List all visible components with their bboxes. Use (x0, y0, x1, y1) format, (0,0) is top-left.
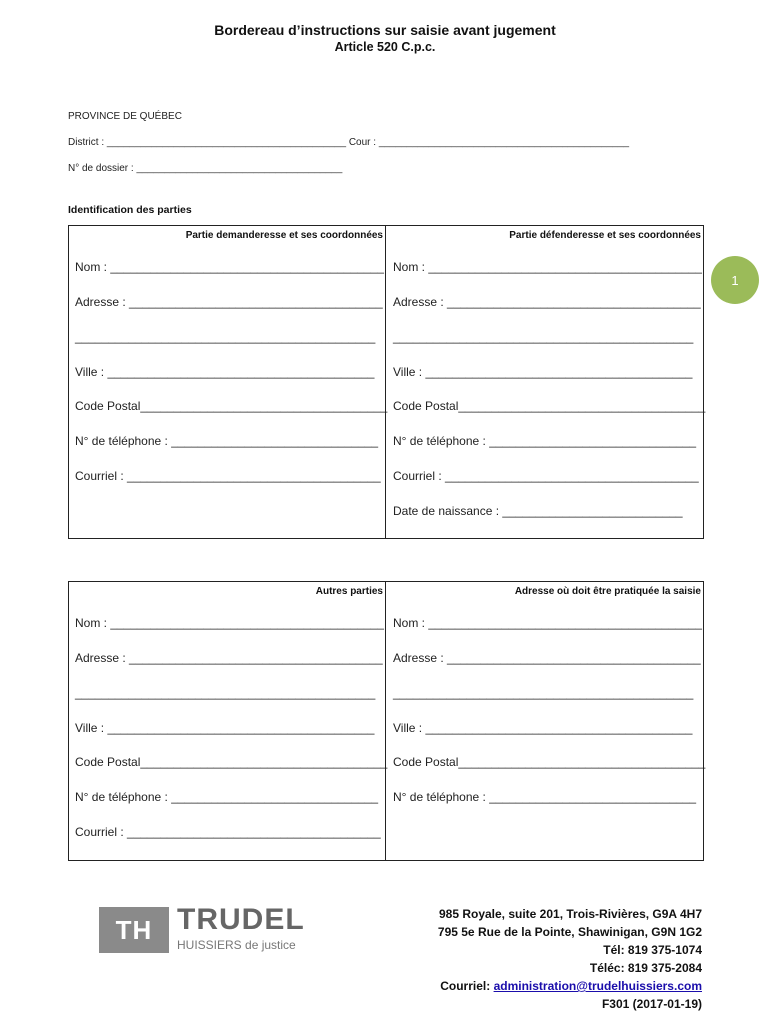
seizure-name-field[interactable]: Nom : _________________________________________ (393, 616, 702, 630)
seizure-address2-field[interactable]: _____________________________________________ (393, 686, 694, 700)
other-email-field[interactable]: Courriel : ______________________________________ (75, 825, 381, 839)
defendant-phone-field[interactable]: N° de téléphone : _______________________________ (393, 434, 697, 448)
document-subtitle: Article 520 C.p.c. (334, 40, 436, 54)
seizure-address-header: Adresse où doit être pratiquée la saisie (514, 586, 701, 597)
defendant-email-field[interactable]: Courriel : ______________________________________ (393, 469, 699, 483)
page-number-badge: 1 (711, 256, 759, 304)
seizure-postal-field[interactable]: Code Postal_____________________________________ (393, 755, 706, 769)
contact-tel: Tél: 819 375-1074 (603, 943, 702, 957)
defendant-column (393, 226, 705, 538)
contact-address2: 795 5e Rue de la Pointe, Shawinigan, G9N 1G2 (437, 925, 702, 939)
defendant-city-field[interactable]: Ville : ________________________________________ (393, 365, 693, 379)
trudel-logo (99, 905, 311, 955)
dossier-row (68, 163, 342, 174)
dossier-blank[interactable]: _____________________________________ (136, 163, 343, 174)
parties-table (68, 225, 704, 539)
seizure-address-column (393, 582, 705, 860)
seizure-city-field[interactable]: Ville : ________________________________________ (393, 721, 693, 735)
plaintiff-address-field[interactable]: Adresse : ______________________________________ (75, 295, 383, 309)
plaintiff-email-field[interactable]: Courriel : ______________________________________ (75, 469, 381, 483)
other-address-field[interactable]: Adresse : ______________________________________ (75, 651, 383, 665)
logo-name: TRUDEL (177, 903, 305, 936)
plaintiff-phone-field[interactable]: N° de téléphone : _______________________________ (75, 434, 379, 448)
other-city-field[interactable]: Ville : ________________________________________ (75, 721, 375, 735)
logo-mark: TH (99, 907, 169, 953)
defendant-header: Partie défenderesse et ses coordonnées (509, 230, 701, 241)
document-title: Bordereau d’instructions sur saisie avant jugement (214, 22, 556, 38)
plaintiff-address2-field[interactable]: _____________________________________________ (75, 330, 376, 344)
plaintiff-name-field[interactable]: Nom : _________________________________________ (75, 260, 384, 274)
defendant-birthdate-field[interactable]: Date de naissance : ___________________________ (393, 504, 683, 518)
cour-blank[interactable]: _____________________________________________ (378, 137, 630, 148)
plaintiff-postal-field[interactable]: Code Postal_____________________________________ (75, 399, 388, 413)
logo-subtitle: HUISSIERS de justice (177, 938, 296, 952)
other-phone-field[interactable]: N° de téléphone : _______________________________ (75, 790, 379, 804)
district-blank[interactable]: ___________________________________________ (106, 137, 347, 148)
other-parties-table (68, 581, 704, 861)
district-row (68, 137, 629, 148)
other-name-field[interactable]: Nom : _________________________________________ (75, 616, 384, 630)
other-address2-field[interactable]: _____________________________________________ (75, 686, 376, 700)
other-parties-column (75, 582, 387, 860)
contact-block (438, 905, 702, 1013)
form-code: F301 (2017-01-19) (601, 997, 702, 1011)
cour-label: Cour : (348, 137, 377, 148)
other-postal-field[interactable]: Code Postal_____________________________________ (75, 755, 388, 769)
defendant-address2-field[interactable]: _____________________________________________ (393, 330, 694, 344)
contact-email-row (438, 977, 702, 995)
plaintiff-header: Partie demanderesse et ses coordonnées (185, 230, 383, 241)
seizure-address-field[interactable]: Adresse : ______________________________________ (393, 651, 701, 665)
seizure-phone-field[interactable]: N° de téléphone : _______________________________ (393, 790, 697, 804)
plaintiff-city-field[interactable]: Ville : ________________________________________ (75, 365, 375, 379)
defendant-postal-field[interactable]: Code Postal_____________________________________ (393, 399, 706, 413)
contact-fax: Téléc: 819 375-2084 (589, 961, 702, 975)
defendant-name-field[interactable]: Nom : _________________________________________ (393, 260, 702, 274)
district-label: District : (68, 137, 105, 148)
defendant-address-field[interactable]: Adresse : ______________________________________ (393, 295, 701, 309)
dossier-label: N° de dossier : (68, 163, 134, 174)
section-title: Identification des parties (68, 204, 192, 216)
contact-address1: 985 Royale, suite 201, Trois-Rivières, G9A 4H7 (438, 907, 702, 921)
plaintiff-column (75, 226, 387, 538)
province-label: PROVINCE DE QUÉBEC (68, 111, 182, 122)
other-parties-header: Autres parties (315, 586, 383, 597)
contact-email-link[interactable]: administration@trudelhuissiers.com (493, 979, 702, 993)
contact-email-label: Courriel: (440, 979, 491, 993)
